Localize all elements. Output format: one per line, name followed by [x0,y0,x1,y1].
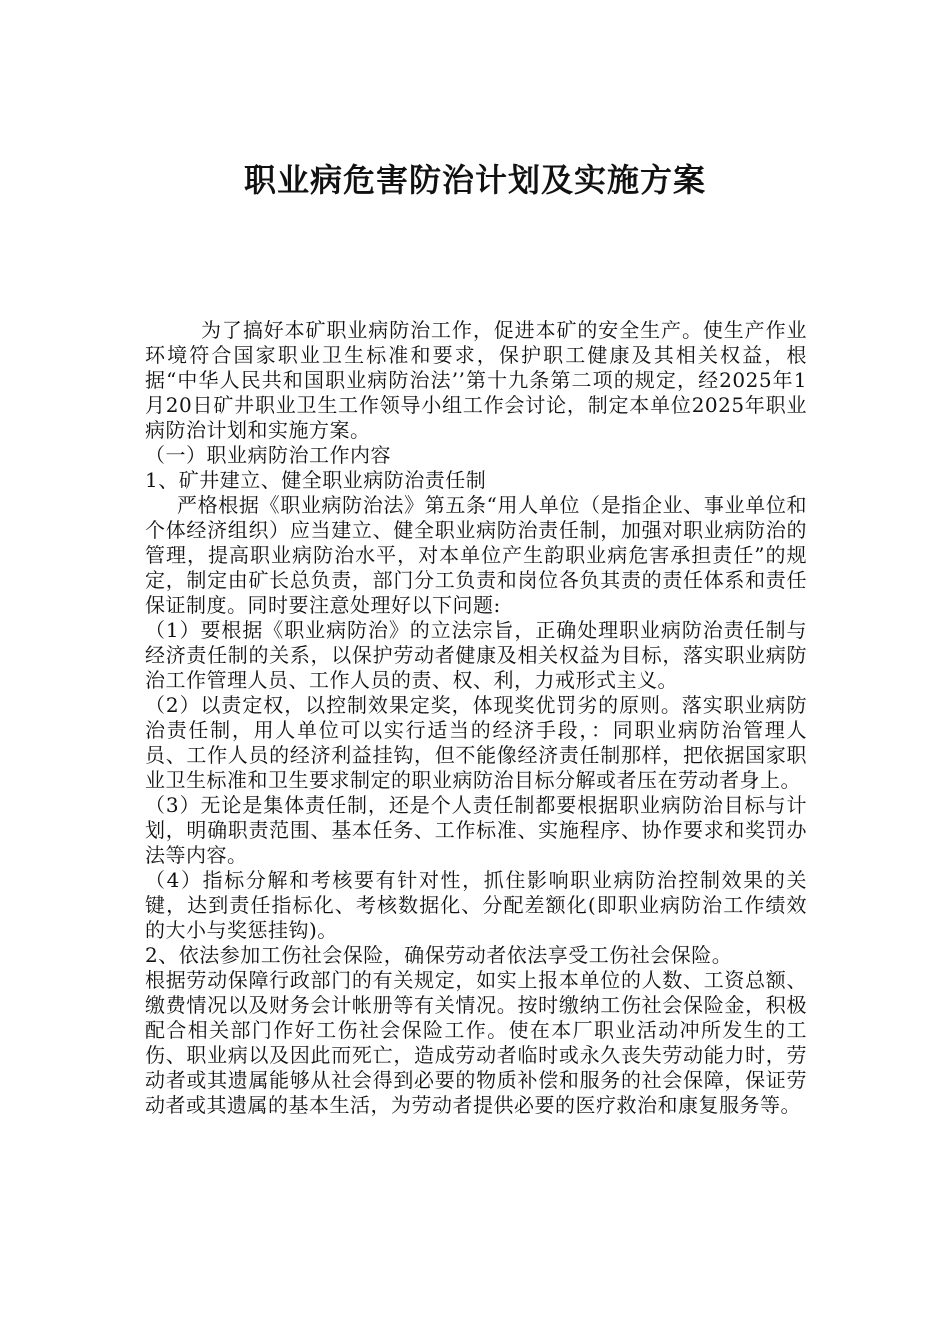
list-item-3: （3）无论是集体责任制，还是个人责任制都要根据职业病防治目标与计划，明确职责范围、基本任务、工作标准、实施程序、协作要求和奖罚办法等内容。 [145,793,807,867]
list-item-1: （1）要根据《职业病防治》的立法宗旨，正确处理职业病防治责任制与经济责任制的关系，以保护劳动者健康及相关权益为目标，落实职业病防治工作管理人员、工作人员的责、权、利，力戒形式主义。 [145,618,807,692]
document-body [145,318,807,1118]
subsection-heading-2: 2、依法参加工伤社会保险，确保劳动者依法享受工伤社会保险。 [145,943,733,967]
section-heading-1: （一）职业病防治工作内容 [145,443,391,467]
list-item-4: （4）指标分解和考核要有针对性，抓住影响职业病防治控制效果的关键，达到责任指标化、考核数据化、分配差额化(即职业病防治工作绩效的大小与奖惩挂钩)。 [145,868,807,942]
subsection-heading-1: 1、矿井建立、健全职业病防治责任制 [145,468,487,492]
paragraph-responsibility: 严格根据《职业病防治法》第五条“用人单位（是指企业、事业单位和个体经济组织）应当建立、健全职业病防治责任制，加强对职业病防治的管理，提高职业病防治水平，对本单位产生韵职业病危害承担责任”的规定，制定由矿长总负责，部门分工负责和岗位各负其责的责任体系和责任保证制度。同时要注意处理好以下问题: [145,493,807,617]
list-item-2: （2）以责定权，以控制效果定奖，体现奖优罚劣的原则。落实职业病防治责任制，用人单位可以实行适当的经济手段，：同职业病防治管理人员、工作人员的经济利益挂钩，但不能像经济责任制那样，把依据国家职业卫生标准和卫生要求制定的职业病防治目标分解或者压在劳动者身上。 [145,693,807,792]
document-title: 职业病危害防治计划及实施方案 [243,161,706,199]
paragraph-insurance: 根据劳动保障行政部门的有关规定，如实上报本单位的人数、工资总额、缴费情况以及财务会计帐册等有关情况。按时缴纳工伤社会保险金，积极配合相关部门作好工伤社会保险工作。使在本厂职业活动冲所发生的工伤、职业病以及因此而死亡，造成劳动者临时或永久丧失劳动能力时，劳动者或其遗属能够从社会得到必要的物质补偿和服务的社会保障，保证劳动者或其遗属的基本生活，为劳动者提供必要的医疗救治和康复服务等。 [145,968,807,1117]
intro-paragraph: 为了搞好本矿职业病防治工作，促进本矿的安全生产。使生产作业环境符合国家职业卫生标准和要求，保护职工健康及其相关权益，根据“中华人民共和国职业病防治法’’第十九条第二项的规定，经2025年1月20日矿井职业卫生工作领导小组工作会讨论，制定本单位2025年职业病防治计划和实施方案。 [145,318,807,442]
